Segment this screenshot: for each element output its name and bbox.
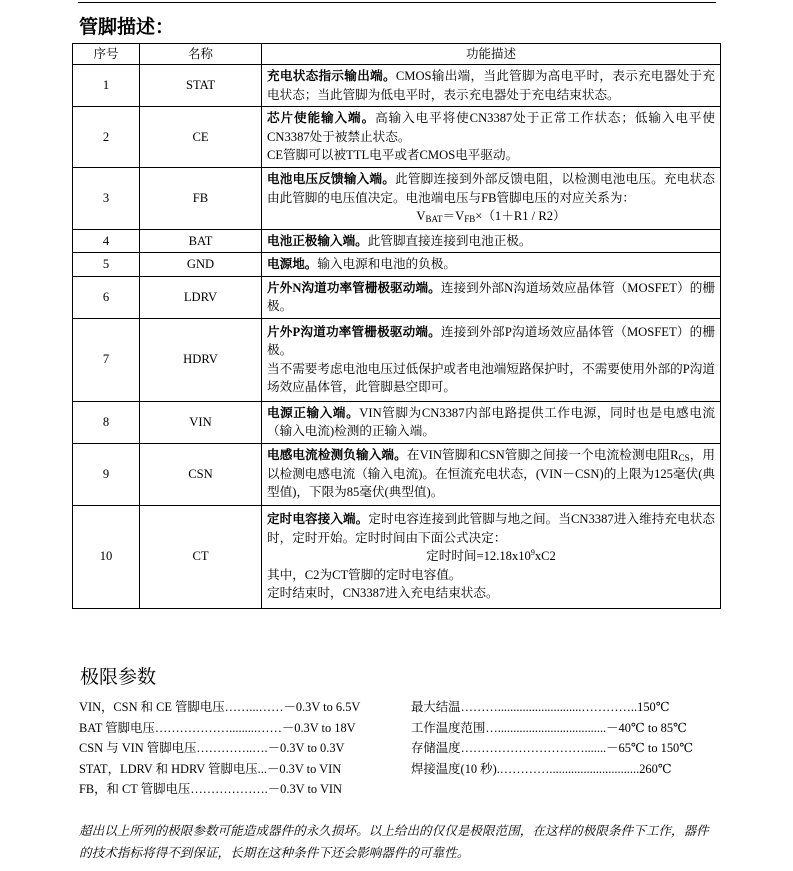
description-line (267, 404, 715, 441)
subscript: BAT (425, 214, 443, 225)
pin-function-description (262, 229, 721, 253)
limit-value: －0.3V to VIN (267, 782, 343, 796)
limit-row (79, 718, 360, 739)
limit-row (411, 697, 693, 718)
pin-function-title: 电感电流检测负输入端。 (267, 448, 407, 463)
description-line (267, 255, 715, 274)
pin-function-description (262, 505, 721, 608)
limit-name: 最大结温 (411, 700, 461, 714)
header-function: 功能描述 (262, 44, 721, 65)
limit-row (411, 738, 693, 759)
pin-name: GND (140, 253, 262, 277)
pin-description-heading: 管脚描述： (79, 16, 175, 38)
description-line (267, 510, 715, 547)
description-text: ×（1＋R1 / R2） (475, 209, 566, 224)
leader-dots: .…………............................. (496, 761, 640, 776)
limits-note: 超出以上所列的极限参数可能造成器件的永久损坏。以上给出的仅仅是极限范围，在这样的极限条件下工作，器件的技术指标将得不到保证，长期在这种条件下还会影响器件的可靠性。 (79, 824, 709, 860)
description-line (267, 232, 715, 251)
pin-rows (73, 65, 721, 609)
limit-value: 260℃ (639, 761, 672, 776)
subscript: FB (464, 214, 476, 225)
table-row (73, 229, 721, 253)
header-name: 名称 (140, 44, 262, 65)
description-text: ＝V (442, 209, 465, 224)
limit-name: 焊接温度(10 秒) (411, 761, 497, 776)
pin-number: 2 (73, 107, 140, 168)
description-text: xC2 (534, 549, 556, 564)
description-text: 高输入电平将使CN3387处于正常工作状态；低输入电平使CN3387处于被禁止状态。 (267, 111, 716, 144)
limit-name: VIN，CSN 和 CE 管脚电压 (79, 700, 225, 714)
header-number: 序号 (73, 44, 140, 65)
leader-dots: …………………………....... (460, 741, 607, 755)
description-line (267, 67, 715, 104)
pin-name: HDRV (140, 318, 262, 401)
pin-name: LDRV (140, 276, 262, 318)
limit-name: 存储温度 (411, 741, 461, 755)
pin-number: 3 (73, 167, 140, 229)
pin-function-title: 电源地。 (267, 257, 318, 271)
description-text: 在VIN管脚和CSN管脚之间接一个电流检测电阻R (406, 448, 679, 463)
pin-function-description (262, 167, 721, 229)
description-text: ，用以检测电感电流（输入电流)。在恒流充电状态，(VIN－CSN)的上限为125毫伏(典型值)，下限为85毫伏(典型值)。 (267, 448, 716, 500)
pin-number: 6 (73, 276, 140, 318)
pin-function-description (262, 65, 721, 107)
pin-number: 10 (73, 505, 140, 608)
limits-right-column (411, 697, 693, 779)
limit-value: －0.3V to 0.3V (267, 741, 345, 755)
pin-function-description (262, 107, 721, 168)
pin-function-title: 电池电压反馈输入端。 (267, 172, 396, 187)
table-row (73, 443, 721, 505)
pin-name: VIN (140, 401, 262, 443)
table-row (73, 107, 721, 168)
pin-name: FB (140, 167, 262, 229)
description-line (267, 566, 715, 585)
leader-dots: ……………….........…… (154, 720, 282, 735)
limit-row (411, 759, 693, 780)
description-text: CE管脚可以被TTL电平或者CMOS电平驱动。 (267, 148, 519, 162)
limit-row (79, 779, 360, 800)
description-line (267, 323, 715, 360)
description-line (267, 109, 715, 146)
description-text: V (416, 209, 426, 224)
table-row (73, 318, 721, 401)
pin-function-title: 片外N沟道功率管栅极驱动端。 (267, 280, 441, 295)
limit-row (79, 738, 360, 759)
description-text: 定时电容连接到此管脚与地之间。当CN3387进入维持充电状态时，定时开始。定时时间由下面公式决定： (267, 512, 715, 545)
pin-number: 4 (73, 229, 140, 253)
description-line (267, 146, 715, 165)
description-text: 此管脚直接连接到电池正极。 (367, 233, 532, 248)
pin-function-title: 定时电容接入端。 (267, 512, 369, 527)
pin-name: CSN (140, 443, 262, 505)
table-row (73, 167, 721, 229)
leader-dots: …………..…. (196, 741, 268, 755)
description-line (267, 170, 715, 207)
pin-function-title: 芯片使能输入端。 (267, 111, 376, 125)
description-text: 连接到外部N沟道场效应晶体管（MOSFET）的栅极。 (267, 280, 715, 313)
table-row (73, 505, 721, 608)
pin-function-title: 电池正极输入端。 (267, 233, 368, 248)
pin-function-description (262, 443, 721, 505)
limit-value: 150℃ (637, 700, 670, 714)
table-row (73, 276, 721, 318)
limit-name: FB，和 CT 管脚电压 (79, 782, 191, 796)
limit-value: －0.3V to 18V (281, 720, 356, 735)
absolute-max-heading: 极限参数 (80, 666, 157, 688)
description-text: 此管脚连接到外部反馈电阻，以检测电池电压。充电状态由此管脚的电压值决定。电池端电压与FB管脚电压的对应关系为： (267, 172, 716, 205)
leader-dots: …................................... (485, 720, 607, 735)
pin-function-description (262, 401, 721, 443)
top-rule (78, 2, 716, 3)
description-text: VIN管脚为CN3387内部电路提供工作电源，同时也是电感电流（输入电流)检测的正输入端。 (267, 405, 715, 438)
limit-value: －0.3V to 6.5V (283, 700, 361, 714)
formula-line (267, 207, 715, 226)
pin-function-title: 电源正输入端。 (267, 405, 360, 420)
table-row (73, 253, 721, 277)
pin-function-description (262, 276, 721, 318)
description-line (267, 279, 715, 316)
pin-function-title: 片外P沟道功率管栅极驱动端。 (267, 324, 441, 339)
limit-value: －40℃ to 85℃ (606, 720, 687, 735)
pin-name: CE (140, 107, 262, 168)
pin-name: BAT (140, 229, 262, 253)
limit-row (79, 697, 360, 718)
table-header-row (73, 44, 721, 65)
description-text: 定时时间=12.18x10 (426, 549, 531, 564)
description-text: 输入电源和电池的负极。 (317, 257, 456, 271)
description-line (267, 446, 715, 502)
limit-row (79, 759, 360, 780)
pin-number: 9 (73, 443, 140, 505)
pin-description-table (72, 43, 721, 609)
limit-name: STAT，LDRV 和 HDRV 管脚电压 (79, 761, 258, 776)
leader-dots: ... (257, 761, 267, 776)
leader-dots: ……...…… (224, 700, 284, 714)
leader-dots: ………...........................………….. (460, 700, 638, 714)
pin-function-description (262, 318, 721, 401)
description-text: CMOS输出端，当此管脚为高电平时，表示充电器处于充电状态；当此管脚为低电平时，表示充电器处于充电结束状态。 (267, 69, 715, 102)
limit-value: －0.3V to VIN (266, 761, 342, 776)
limit-name: 工作温度范围 (411, 720, 486, 735)
limit-name: BAT 管脚电压 (79, 720, 155, 735)
description-text: 其中，C2为CT管脚的定时电容值。 (267, 567, 462, 582)
description-text: 定时结束时，CN3387进入充电结束状态。 (267, 586, 499, 601)
superscript: 9 (530, 548, 535, 558)
table-row (73, 65, 721, 107)
description-line (267, 360, 715, 397)
pin-number: 7 (73, 318, 140, 401)
description-text: 连接到外部P沟道场效应晶体管（MOSFET）的栅极。 (267, 324, 715, 357)
limits-left-column (79, 697, 360, 800)
formula-line (267, 547, 715, 566)
description-line (267, 584, 715, 603)
limit-name: CSN 与 VIN 管脚电压 (79, 741, 197, 755)
pin-number: 1 (73, 65, 140, 107)
pin-number: 8 (73, 401, 140, 443)
pin-function-description (262, 253, 721, 277)
limit-row (411, 718, 693, 739)
table-row (73, 401, 721, 443)
pin-name: STAT (140, 65, 262, 107)
subscript: CS (678, 453, 690, 464)
limit-value: －65℃ to 150℃ (606, 741, 694, 755)
pin-function-title: 充电状态指示输出端。 (267, 69, 396, 83)
leader-dots: ………………. (190, 782, 268, 796)
description-text: 当不需要考虑电池电压过低保护或者电池端短路保护时，不需要使用外部的P沟道场效应晶体管，此管脚悬空即可。 (267, 361, 715, 394)
pin-number: 5 (73, 253, 140, 277)
pin-name: CT (140, 505, 262, 608)
